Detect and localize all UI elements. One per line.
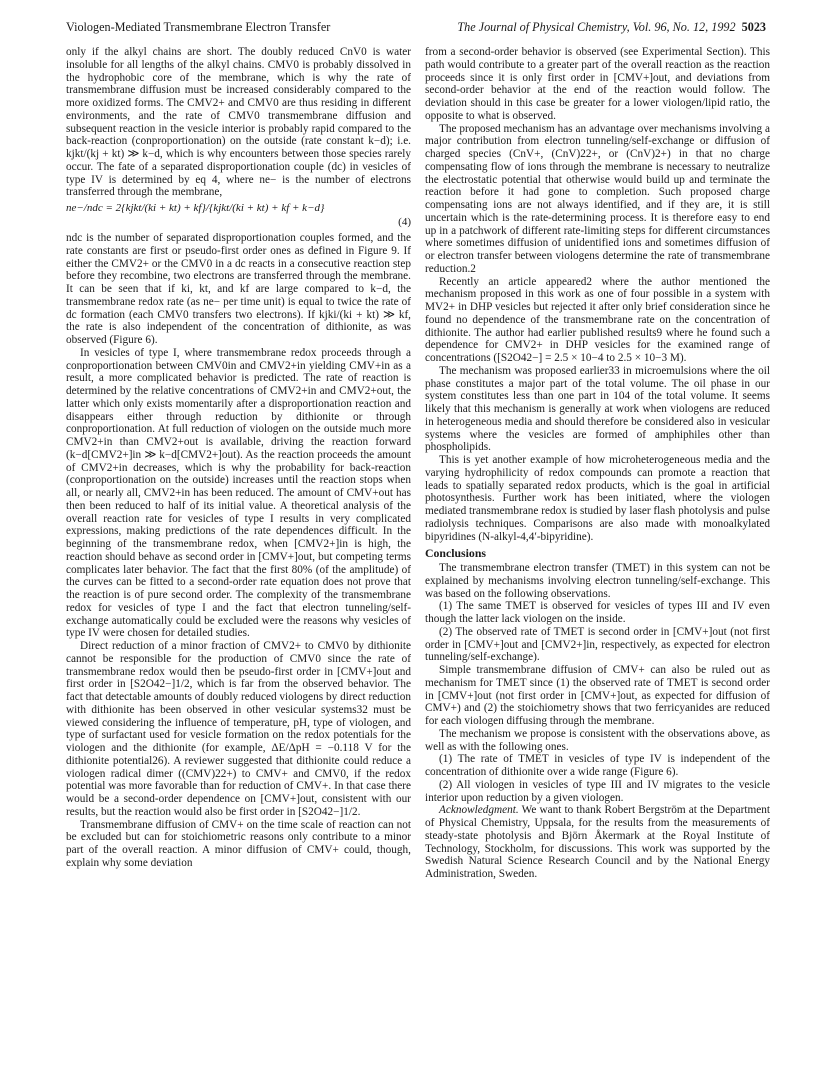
paragraph: Simple transmembrane diffusion of CMV+ can also be ruled out as mechanism for TMET since (1) the observed rate of TMET is second order in [CMV+]out (not first order in [CMV+]out, as expected for diffusion of CMV+) and (2) the stoichiometry shows that two ferricyanides are reduced for each viologen diffusing through the membrane. [425, 664, 770, 727]
paragraph: (2) All viologen in vesicles of type III and IV migrates to the vesicle interior upon reduction by a given viologen. [425, 778, 770, 804]
equation-number: (4) [398, 216, 411, 228]
paragraph: (1) The rate of TMET in vesicles of type IV is independent of the concentration of dithionite over a wide range (Figure 6). [425, 753, 770, 778]
paragraph: Direct reduction of a minor fraction of CMV2+ to CMV0 by dithionite cannot be responsible for the production of CMV0 since the rate of transmembrane redox would then be pseudo-first order in [CMV+]out and first order in [S2O42−]1/2, which is far from the observed behavior. The fact that detectable amounts of doubly reduced viologens by direct reduction with dithionite has been observed in other vesicular systems32 must be viewed considering the influence of temperature, pH, type of viologen, and type of surfactant used for vesicle formation on the redox potentials for the viologen and the dithionite (for example, ΔE/ΔpH = −0.118 V for the dithionite potential26). A reviewer suggested that dithionite could reduce a viologen radical dimer ((CMV)22+) to CMV+ and CMV0, if the redox potential was more favorable than for reduction of CMV+. In that case there would be a second-order dependence on [CMV+]out, consistent with our results, but the reaction would also be first order in [S2O42−]1/2. [66, 640, 411, 818]
paragraph: Recently an article appeared2 where the author mentioned the mechanism proposed in this work as one of four possible in a system with MV2+ in DHP vesicles but rejected it after only brief consideration since he found no dependence of the transmembrane rate on the concentration of dithionite. The author had earlier published results9 where he found such a dependence for CMV2+ in DHP vesicles for the examined range of concentrations ([S2O42−] = 2.5 × 10−4 to 2.5 × 10−3 M). [425, 275, 770, 364]
conclusions-heading: Conclusions [425, 546, 486, 561]
paragraph: The mechanism we propose is consistent with the observations above, as well as with the following ones. [425, 727, 770, 753]
paragraph: only if the alkyl chains are short. The doubly reduced CnV0 is water insoluble for all lengths of the alkyl chains. CMV0 is probably dissolved in the hydrophobic core of the membrane, which is why the rate of transmembrane diffusion must be increased considerably compared to the more oxidized forms. The CMV2+ and CMV0 are thus residing in different environments, and the rate of CMV0 transmembrane diffusion and subsequent reaction in the vesicle interior is probably rapid compared to the back-reaction (conproportionation) on the outside (rate constant k−d); i.e. kjkt/(kj + kt) ≫ k−d, which is why encounters between those species rarely occur. The fate of a separated disproportionation couple (dc) in vesicles of type IV is determined by eq 4, where ne− is the number of electrons transferred through the membrane, [66, 46, 411, 199]
paragraph: Transmembrane diffusion of CMV+ on the time scale of reaction can not be excluded but can for stoichiometric reasons only contribute to a minor part of the overall reaction. A minor diffusion of CMV+ could, though, explain why some deviation [66, 818, 411, 869]
paragraph: (1) The same TMET is observed for vesicles of types III and IV even though the latter lack viologen on the inside. [425, 600, 770, 625]
paragraph: The proposed mechanism has an advantage over mechanisms involving a major contribution from electron tunneling/self-exchange or diffusion of charged species (CnV+, (CnV)22+, or (CnV)2+) in that no charge compensating flow of ions through the membrane is necessary to neutralize the electrostatic potential that otherwise would build up and terminate the reaction before it had gone to completion. Such proposed charge compensating ions are not always identified, and if they are, it is still uncertain which is the rate-determining process. It is therefore easy to end up in a patchwork of different rate-limiting steps for different circumstances where sometimes diffusion of unidentified ions and sometimes diffusion of or electron transfer between viologens determine the rate of transmembrane reduction.2 [425, 122, 770, 275]
left-column [66, 46, 411, 870]
paragraph: This is yet another example of how microheterogeneous media and the varying hydrophilicity of redox compounds can promote a reaction that leads to spatially separated redox products, which is the goal in artificial photosynthesis. Further work has been initiated, where the viologen mediated transmembrane redox is studied by laser flash photolysis and pulse radiolysis techniques. Comparisons are also made with monoalkylated bipyridines (N-alkyl-4,4′-bipyridine). [425, 454, 770, 543]
page-number: 5023 [741, 20, 766, 34]
equation-4 [66, 202, 411, 230]
acknowledgment [425, 804, 770, 881]
right-column [425, 46, 770, 881]
equation-text: ne−/ndc = 2{kjkt/(ki + kt) + kf}/{kjkt/(ki + kt) + kf + k−d} [66, 202, 325, 214]
paragraph: ndc is the number of separated disproportionation couples formed, and the rate constants are first or pseudo-first order ones as defined in Figure 9. If either the CMV2+ or the CMV0 in a dc reacts in a consecutive reaction step before they recombine, two electrons are transferred through the membrane. It can be seen that if ki, kt, and kf are large compared to k−d, the transmembrane redox rate (as ne− per time unit) is equal to twice the rate of dc formation (each CMV0 transfers two electrons). If kjki/(ki + kt) ≫ kf, the rate is also independent of the concentration of dithionite, as was observed (Figure 6). [66, 232, 411, 346]
acknowledgment-label: Acknowledgment. [439, 804, 519, 817]
running-header [66, 20, 766, 38]
acknowledgment-text: We want to thank Robert Bergström at the Department of Physical Chemistry, Uppsala, for the results from the measurements of steady-state photolysis and Björn Åkermark at the Royal Institute of Technology, Stockholm, for discussions. This work was supported by the Swedish Natural Science Research Council and by the National Energy Administration, Sweden. [425, 804, 770, 880]
running-title: Viologen-Mediated Transmembrane Electron Transfer [66, 20, 331, 34]
journal-citation [457, 20, 766, 35]
journal-name: The Journal of Physical Chemistry, Vol. 96, No. 12, 1992 [457, 20, 736, 34]
paragraph: The transmembrane electron transfer (TMET) in this system can not be explained by mechanisms involving electron tunneling/self-exchange. This was based on the following observations. [425, 562, 770, 600]
paragraph: In vesicles of type I, where transmembrane redox proceeds through a conproportionation between CMV0in and CMV2+in yielding CMV+in as a result, a more complicated behavior is predicted. The rate of reaction is determined by the relative concentrations of CMV2+in and CMV2+out, the latter which only exists momentarily after a disproportionation reaction and disappears either through reduction by dithionite or through conproportionation. At full reduction of viologen on the outside much more CMV2+in than CMV2+out is available, driving the reaction forward (k−d[CMV2+]in ≫ k−d[CMV2+]out). As the reaction proceeds the amount of CMV2+in decreases, which is why the probability for back-reaction (conproportionation on the outside) increases until the reaction stops when all, or nearly all, CMV2+in has been reduced. The amount of CMV+out has then been reduced to half of its initial value. A theoretical analysis of the overall reaction rate for vesicles of type I results in very complicated expressions, making predictions of the rate dependences difficult. In the beginning of the transmembrane redox, when [CMV2+]in is high, the reaction should behave as second order in [CMV+]out, but competing terms complicates later behavior. The fact that the first 80% (of the amplitude) of the curves can be fitted to a second-order rate equation does not prove that the reaction is of pure second order. The complexity of the transmembrane redox for vesicles of type I and the fact that electron tunneling/self-exchange automatically could be excluded were the reasons why vesicles of type IV were chosen for detailed studies. [66, 346, 411, 640]
paragraph: (2) The observed rate of TMET is second order in [CMV+]out (not first order in [CMV+]out and [CMV2+]in, respectively, as expected for electron tunneling/self-exchange). [425, 625, 770, 664]
paragraph: The mechanism was proposed earlier33 in microemulsions where the oil phase constitutes a major part of the total volume. The oil phase in our system constitutes less than one part in 104 of the total volume. It seems likely that this mechanism is generally at work when viologens are reduced in heterogeneous media and should therefore be considered also in vesicular systems where the vesicles are formed of amphiphiles other than phospholipids. [425, 364, 770, 454]
paragraph: from a second-order behavior is observed (see Experimental Section). This path would contribute to a greater part of the overall reaction as the reaction proceeds since it is only first order in [CMV+]out, and deviations from second-order behavior at the end of the reaction would follow. The deviation should in this case be greater for a lower viologen/lipid ratio, the opposite to what is observed. [425, 46, 770, 122]
